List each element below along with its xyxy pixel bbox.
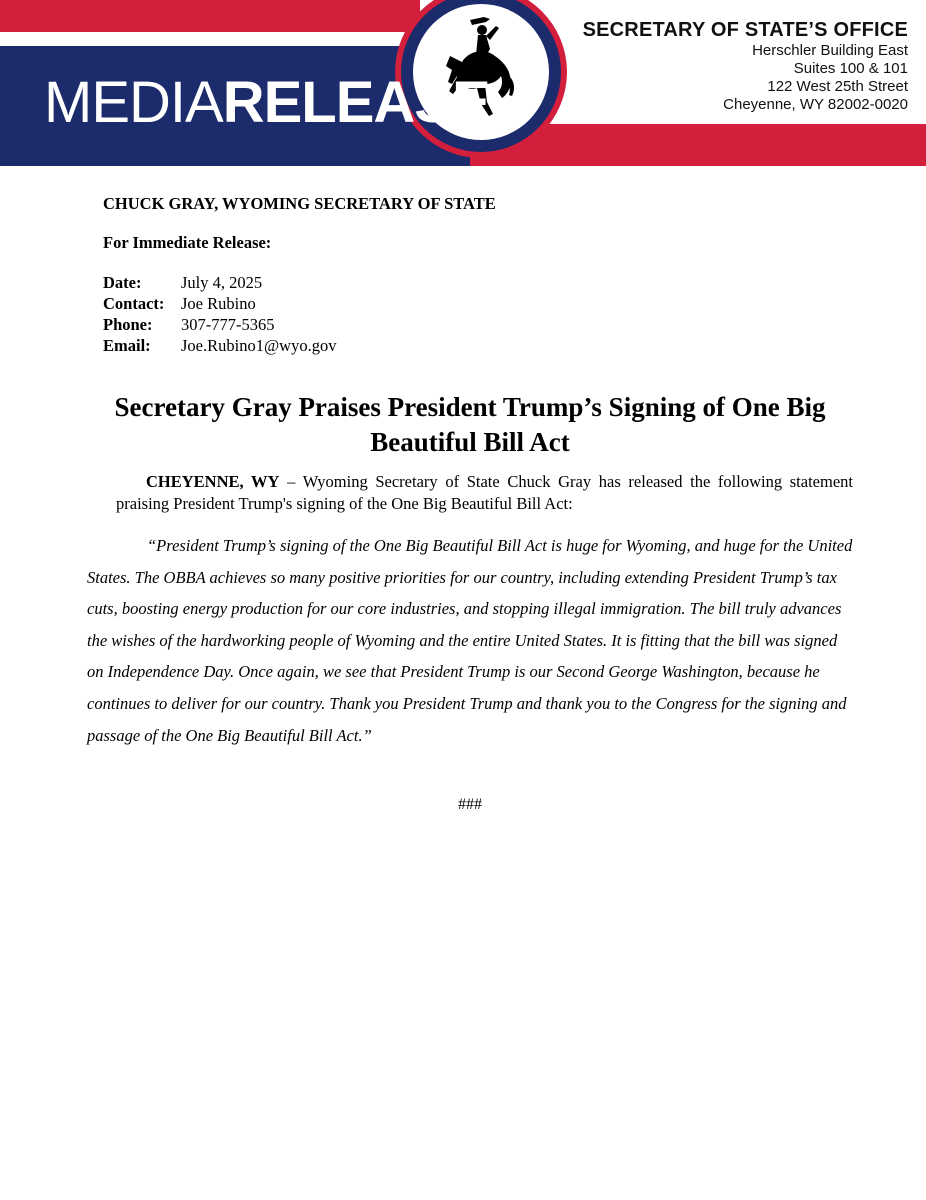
end-mark: ### bbox=[458, 796, 482, 813]
meta-value: Joe Rubino bbox=[181, 294, 256, 313]
office-name: SECRETARY OF STATE’S OFFICE bbox=[582, 19, 908, 41]
banner-white-line bbox=[0, 32, 430, 46]
immediate-release-label: For Immediate Release: bbox=[103, 233, 272, 252]
meta-label: Date: bbox=[103, 273, 142, 292]
meta-phone bbox=[103, 314, 336, 335]
banner-top-red bbox=[0, 0, 420, 32]
media-title-bold: RELEASE bbox=[222, 70, 490, 135]
meta-label: Email: bbox=[103, 336, 151, 355]
media-release-title bbox=[44, 68, 490, 138]
meta-value: Joe.Rubino1@wyo.gov bbox=[181, 336, 337, 355]
meta-contact bbox=[103, 293, 336, 314]
meta-email bbox=[103, 335, 336, 356]
meta-value: 307-777-5365 bbox=[181, 315, 275, 334]
issuer-heading: CHUCK GRAY, WYOMING SECRETARY OF STATE bbox=[103, 194, 496, 213]
office-address-line: Herschler Building East bbox=[752, 42, 908, 59]
meta-label: Contact: bbox=[103, 294, 165, 313]
meta-date bbox=[103, 272, 336, 293]
quote-text: “President Trump’s signing of the One Big Beautiful Bill Act is huge for Wyoming, and huge for the United States. The OBBA achieves so many positive priorities for our country, including extending President Trump’s tax cuts, boosting energy production for our core industries, and stopping illegal immigration. The bill truly advances the wishes of the hardworking people of Wyoming and the entire United States. It is fitting that the bill was signed on Independence Day. Once again, we see that President Trump is our Second George Washington, because he continues to deliver for our country. Thank you President Trump and thank you to the Congress for the signing and passage of the One Big Beautiful Bill Act.” bbox=[87, 536, 853, 745]
lead-paragraph bbox=[116, 471, 853, 515]
office-address-line: Cheyenne, WY 82002-0020 bbox=[723, 96, 908, 113]
media-release-banner bbox=[0, 0, 926, 166]
dateline: CHEYENNE, WY bbox=[146, 472, 280, 491]
statement-quote bbox=[87, 530, 857, 751]
office-address-block bbox=[583, 18, 908, 114]
office-address-line: Suites 100 & 101 bbox=[793, 60, 908, 77]
lead-text: – Wyoming Secretary of State Chuck Gray has released the following statement praising President Trump's signing of the One Big Beautiful Bill Act: bbox=[116, 472, 853, 513]
meta-value: July 4, 2025 bbox=[181, 273, 263, 292]
media-title-light: MEDIA bbox=[44, 70, 223, 135]
headline: Secretary Gray Praises President Trump’s Signing of One Big Beautiful Bill Act bbox=[114, 392, 826, 457]
release-meta bbox=[103, 272, 336, 356]
office-address-line: 122 West 25th Street bbox=[767, 78, 908, 95]
meta-label: Phone: bbox=[103, 315, 153, 334]
